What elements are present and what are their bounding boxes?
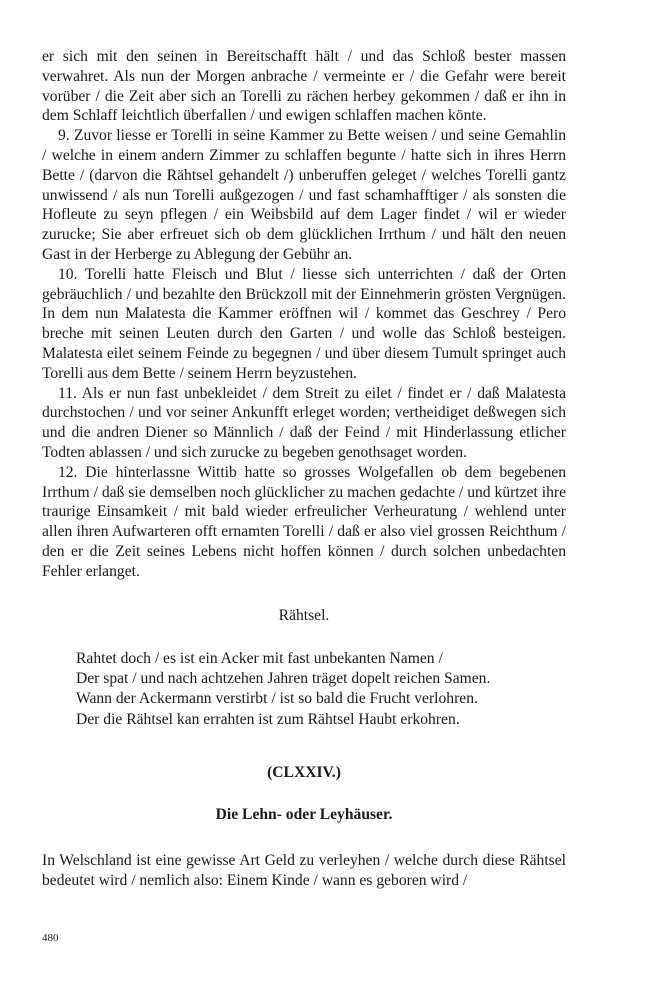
poem-line: Rahtet doch / es ist ein Acker mit fast unbekanten Namen / xyxy=(76,649,443,667)
poem-line: Der die Rähtsel kan errahten ist zum Rähtsel Haubt erkohren. xyxy=(76,710,460,728)
riddle-poem xyxy=(76,649,566,731)
riddle-title: Rähtsel. xyxy=(278,606,330,624)
chapter-number: (CLXXIV.) xyxy=(267,764,341,782)
paragraph-11: 11. Als er nun fast unbekleidet / dem Streit zu eilet / findet er / daß Malatesta durchstochen / und vor seiner Ankunfft erleget worden; vertheidiget deßwegen sich und die andren Diener so Männlich / daß der Feind / mit Hinderlassung etlicher Todten ablassen / und sich zurucke zu begeben genothsaget worden. xyxy=(42,384,566,461)
paragraph-9: 9. Zuvor liesse er Torelli in seine Kammer zu Bette weisen / und seine Gemahlin / welche in einem andern Zimmer zu schlaffen begunte / hatte sich in ihres Herrn Bette / (darvon die Rähtsel gehandelt /) unberuffen geleget / welches Torelli gantz unwissend / als nun Torelli außgezogen / und fast schamhafftiger / als sonsten die Hofleute zu seyn pflegen / ein Weibsbild auf dem Lager findet / wil er wieder zurucke; Sie aber erfreuet sich ob dem glücklichen Irrthum / und hält den neuen Gast in der Herberge zu Ablegung der Gebühr an. xyxy=(42,127,566,263)
chapter-title: Die Lehn- oder Leyhäuser. xyxy=(215,806,393,824)
poem-line: Der spat / und nach achtzehen Jahren träget dopelt reichen Samen. xyxy=(76,669,491,687)
chapter-intro: In Welschland ist eine gewisse Art Geld zu verleyhen / welche durch diese Rähtsel bedeutet wird / nemlich also: Einem Kinde / wann es geboren wird / xyxy=(42,852,566,889)
paragraph-12: 12. Die hinterlassne Wittib hatte so grosses Wolgefallen ob dem begebenen Irrthum / daß sie demselben noch glücklicher zu machen gedachte / und kürtzet ihre traurige Einsamkeit / mit bald wieder erfreulicher Verheuratung / wehlend unter allen ihren Aufwarteren offt ernamten Torelli / daß er also viel grossen Reichthum / den er die Zeit seines Lebens nicht hoffen können / durch solchen unbedachten Fehler erlanget. xyxy=(42,463,566,580)
paragraph-10: 10. Torelli hatte Fleisch und Blut / liesse sich unterrichten / daß der Orten gebräuchlich / und bezahlte den Brückzoll mit der Einnehmerin grösten Vergnügen. In dem nun Malatesta die Kammer eröffnen wil / kommet das Geschrey / Pero breche mit seinen Leuten durch den Garten / und wolle das Schloß besteigen. Malatesta eilet seinem Feinde zu begegnen / und über diesem Tumult springet auch Torelli aus dem Bette / seinem Herrn beyzustehen. xyxy=(42,265,566,382)
page-number: 480 xyxy=(42,932,59,944)
page-body xyxy=(42,47,566,891)
paragraph-continued: er sich mit den seinen in Bereitschafft hält / und das Schloß bester massen verwahret. Als nun der Morgen anbrache / vermeinte er / die Gefahr were bereit vorüber / die Zeit aber sich an Torelli zu rächen herbey gekommen / daß er ihn in dem Schlaff leichtlich überfallen / und ewigen schlaffen machen könte. xyxy=(42,48,566,125)
poem-line: Wann der Ackermann verstirbt / ist so bald die Frucht verlohren. xyxy=(76,690,478,708)
